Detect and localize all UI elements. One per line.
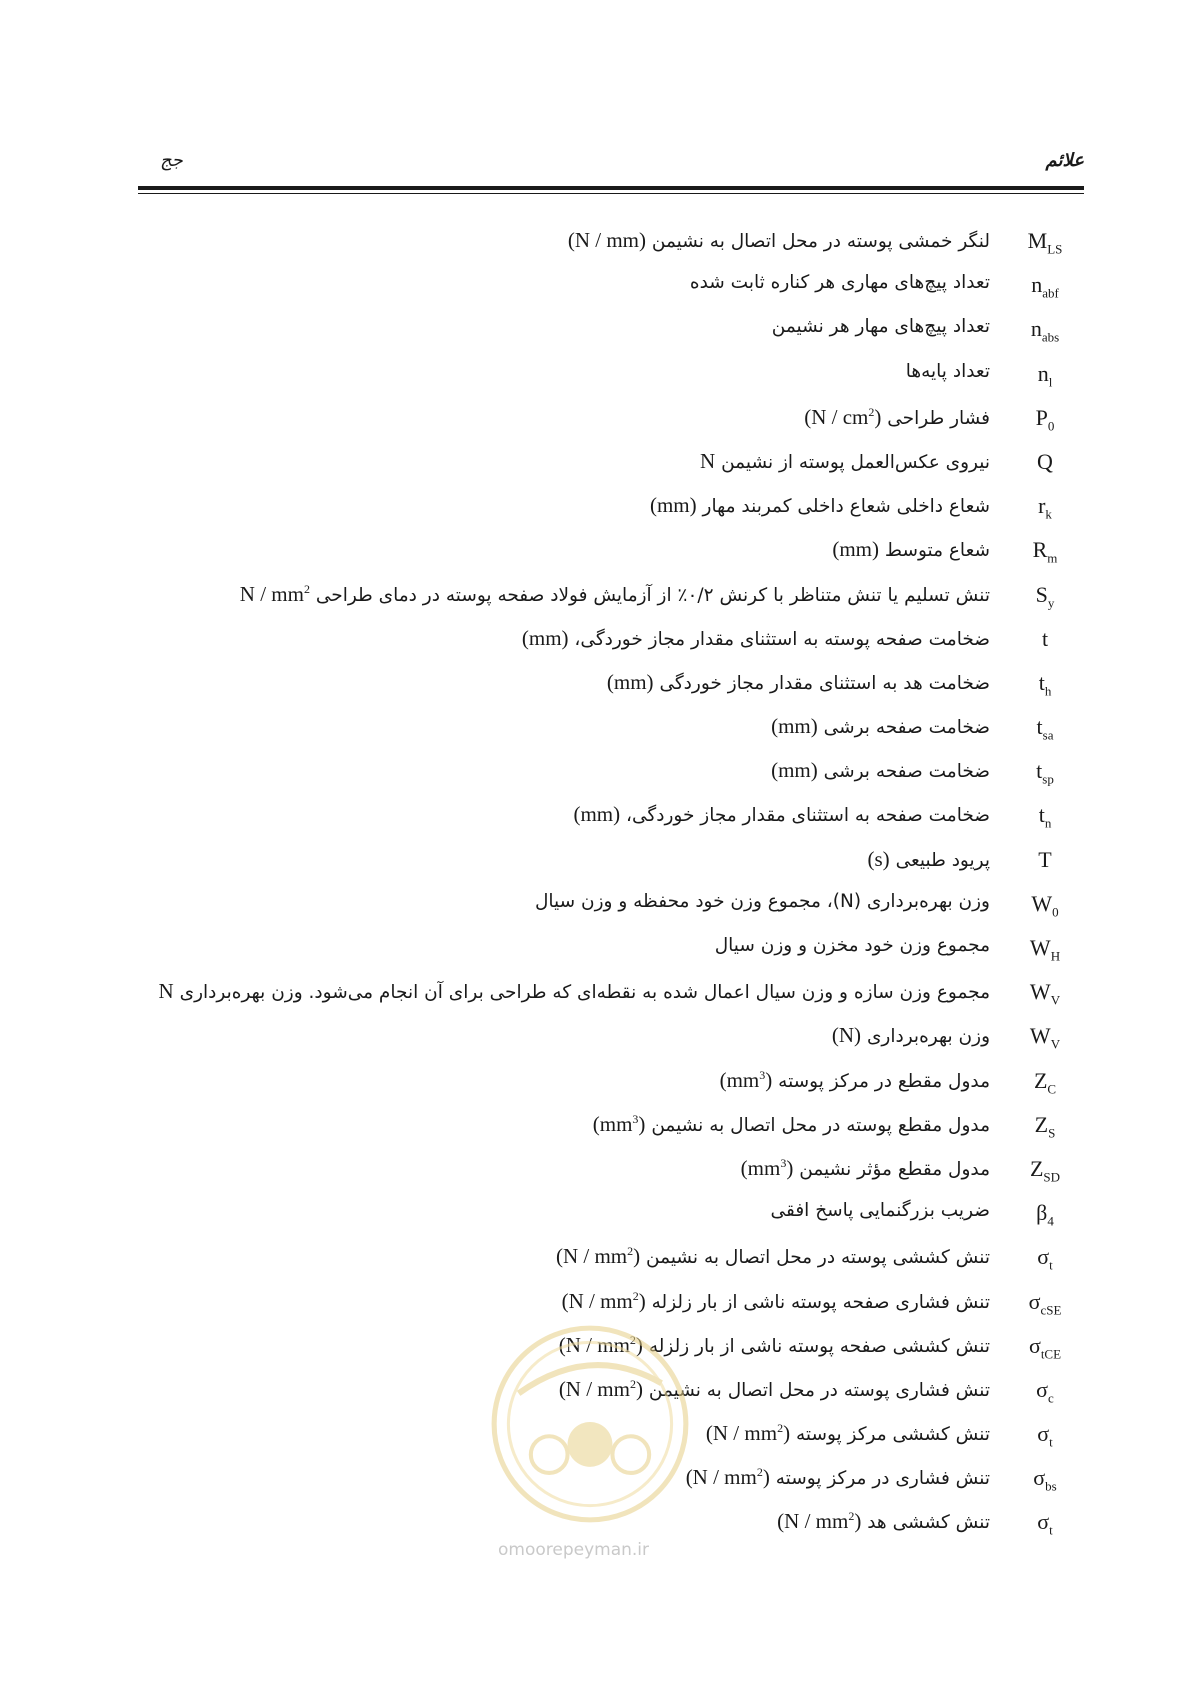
unit [700, 449, 715, 473]
description-text: مدول مقطع پوسته در محل اتصال به نشیمن [651, 1114, 990, 1136]
symbol [1004, 626, 1086, 652]
symbol-subscript: k [1045, 506, 1052, 522]
symbol-row [220, 754, 1086, 798]
page-number: جج [160, 150, 183, 171]
symbol [1004, 1465, 1086, 1494]
header-rule-thick [138, 186, 1084, 190]
symbol [1004, 228, 1086, 257]
symbol [1004, 1200, 1086, 1229]
unit [607, 670, 654, 694]
unit-exponent: 3 [780, 1155, 787, 1170]
description-text: ضخامت صفحه به استثنای مقدار مجاز خوردگی، [626, 805, 990, 827]
unit-text: (mm [740, 1155, 781, 1180]
symbol-description [720, 1068, 990, 1093]
unit-text: (mm) [521, 625, 569, 650]
unit-text: (N / cm [804, 404, 869, 429]
symbol-description [700, 449, 990, 474]
symbol-row [220, 843, 1086, 887]
description-text: تنش فشاری در مرکز پوسته [775, 1468, 990, 1490]
symbol-description [573, 802, 990, 827]
description-text: ضخامت هد به استثنای مقدار مجاز خوردگی [659, 672, 990, 694]
symbol-row [220, 666, 1086, 710]
unit-exponent: 2 [627, 1244, 634, 1259]
unit-text: (N / mm [561, 1288, 633, 1313]
unit [650, 493, 697, 517]
symbol-subscript: y [1047, 594, 1055, 610]
description-text: ضخامت صفحه پوسته به استثنای مقدار مجاز خوردگی، [574, 628, 990, 650]
unit-text: (N / mm [705, 1421, 778, 1446]
symbol [1004, 537, 1086, 566]
symbol-letter: W [1029, 1023, 1051, 1049]
header-rule-thin [138, 193, 1084, 194]
symbol-subscript: t [1049, 1434, 1053, 1450]
unit-exponent: 2 [777, 1421, 784, 1436]
symbol-letter: β [1036, 1200, 1048, 1226]
symbol-letter: σ [1028, 1332, 1041, 1358]
description-text: تنش کششی صفحه پوسته ناشی از بار زلزله [648, 1335, 990, 1357]
unit [804, 405, 881, 429]
symbol [1004, 493, 1086, 522]
watermark-url: omoorepeyman.ir [498, 1540, 650, 1560]
unit-text: (N / mm [777, 1509, 849, 1534]
symbol-subscript: V [1050, 992, 1061, 1008]
symbol-letter: T [1038, 846, 1052, 872]
unit-text: N / mm [239, 581, 304, 606]
symbol-row [220, 1152, 1086, 1196]
symbol-row [220, 268, 1086, 312]
unit [593, 1112, 646, 1136]
symbol-description [772, 316, 990, 337]
unit-exponent: 2 [868, 404, 875, 419]
symbol [1004, 1333, 1086, 1362]
symbol-letter: r [1038, 493, 1046, 519]
description-text: شعاع داخلی شعاع داخلی کمربند مهار [702, 496, 990, 518]
description-text: تعداد پیچ‌های مهار هر نشیمن [771, 316, 990, 338]
symbol-row [220, 533, 1086, 577]
symbol [1004, 1112, 1086, 1141]
symbol-row [220, 445, 1086, 489]
symbol-subscript: abs [1041, 329, 1060, 345]
symbol [1004, 802, 1086, 831]
symbol-row [158, 975, 1086, 1019]
unit-text: (mm [719, 1067, 760, 1092]
symbol-letter: σ [1037, 1509, 1050, 1535]
unit-text: (N) [831, 1023, 862, 1048]
symbol [1004, 847, 1086, 873]
symbol-row [220, 401, 1086, 445]
symbol-description [650, 493, 990, 518]
unit-text: (mm) [832, 537, 880, 562]
symbol-subscript: tCE [1040, 1346, 1062, 1362]
symbol [1004, 1156, 1086, 1185]
symbol-description [771, 714, 990, 739]
description-text: پریود طبیعی [895, 849, 990, 871]
symbol-subscript: abf [1042, 285, 1059, 301]
symbol-row [220, 1108, 1086, 1152]
unit [562, 1289, 646, 1313]
symbol-subscript: cSE [1040, 1301, 1062, 1317]
unit-text: (mm) [771, 758, 818, 783]
symbol-letter: W [1029, 935, 1051, 960]
description-text: مجموع وزن سازه و وزن سیال اعمال شده به نقطه‌ای که طراحی برای آن انجام می‌شود. وزن بهره‌برداری [179, 982, 990, 1004]
symbol-row [220, 357, 1086, 401]
symbol-row [220, 1064, 1086, 1108]
symbol-subscript: H [1050, 948, 1061, 964]
unit-exponent: 3 [632, 1111, 639, 1126]
symbol-row [220, 489, 1086, 533]
symbol-row [220, 224, 1086, 268]
symbol-description [832, 1023, 990, 1048]
symbol-description [535, 891, 990, 912]
unit-close: ) [638, 1288, 646, 1313]
description-text: تنش فشاری پوسته در محل اتصال به نشیمن [648, 1379, 990, 1401]
description-text: لنگر خمشی پوسته در محل اتصال به نشیمن [651, 231, 990, 252]
symbol [1004, 935, 1086, 964]
symbol-description [715, 935, 990, 956]
symbol [1004, 714, 1086, 743]
symbol-letter: t [1036, 714, 1043, 740]
symbol-description [741, 1156, 990, 1181]
symbol-letter: σ [1037, 1421, 1050, 1447]
symbol-description [240, 582, 990, 607]
symbol [1004, 405, 1086, 434]
unit-exponent: 2 [632, 1288, 639, 1303]
symbol-subscript: 0 [1052, 904, 1059, 920]
symbol [1004, 1509, 1086, 1538]
description-text: نیروی عکس‌العمل پوسته از نشیمن [721, 451, 990, 473]
description-text: فشار طراحی [887, 407, 990, 429]
symbol-row [220, 1019, 1086, 1063]
unit-close: ) [786, 1155, 794, 1180]
unit [832, 1023, 861, 1047]
description-text: وزن بهره‌برداری [866, 1026, 990, 1048]
symbol-letter: σ [1033, 1465, 1046, 1491]
unit-text: (mm) [649, 493, 697, 518]
symbol [1004, 1023, 1086, 1052]
unit [771, 714, 818, 738]
unit-exponent: 2 [629, 1376, 636, 1391]
symbol-row [220, 798, 1086, 842]
description-text: تنش تسلیم یا تنش متناظر با کرنش ۰/۲٪ از آزمایش فولاد صفحه پوسته در دمای طراحی [315, 584, 990, 606]
symbol-description [556, 1244, 990, 1269]
symbol-letter: W [1031, 890, 1053, 916]
unit-close: ) [635, 1376, 643, 1401]
unit [771, 758, 818, 782]
symbol-description [804, 405, 990, 430]
symbol-letter: t [1038, 802, 1045, 828]
section-title: علائم [1045, 150, 1084, 171]
unit-text: (s) [867, 846, 890, 871]
symbol-letter: S [1035, 581, 1048, 607]
symbol-subscript: l [1048, 373, 1053, 389]
unit [832, 537, 879, 561]
symbol-description [832, 537, 990, 562]
symbol [1004, 1421, 1086, 1450]
description-text: ضخامت صفحه برشی [823, 761, 990, 783]
symbol-description [777, 1509, 990, 1534]
unit-close: ) [874, 404, 882, 429]
unit-close: ) [765, 1067, 773, 1092]
symbol-description [906, 361, 990, 382]
watermark-logo [488, 1322, 692, 1526]
symbol-letter: σ [1037, 1244, 1050, 1270]
symbol-letter: W [1029, 979, 1051, 1005]
description-text: ضریب بزرگنمایی پاسخ افقی [770, 1200, 990, 1222]
symbol-description [690, 272, 990, 293]
symbol-description [562, 1289, 990, 1314]
description-text: تنش کششی مرکز پوسته [795, 1424, 990, 1446]
symbol-row [220, 931, 1086, 975]
symbol [1004, 316, 1086, 345]
description-text: شعاع متوسط [884, 540, 990, 562]
symbol [1004, 670, 1086, 699]
unit [240, 582, 310, 606]
unit-exponent: 3 [759, 1067, 766, 1082]
symbol-description [771, 1200, 990, 1221]
unit-text: N [158, 979, 174, 1004]
symbol-subscript: sp [1042, 771, 1054, 787]
unit [777, 1509, 861, 1533]
description-text: مدول مقطع مؤثر نشیمن [799, 1158, 990, 1180]
symbol-description [771, 758, 990, 783]
unit [522, 626, 569, 650]
symbol-letter: t [1036, 758, 1043, 784]
symbol-letter: n [1031, 272, 1043, 298]
symbol-letter: R [1032, 537, 1048, 563]
unit [868, 847, 890, 871]
unit [159, 979, 174, 1003]
symbol-row [220, 1240, 1086, 1284]
unit [686, 1465, 770, 1489]
unit-exponent: 2 [303, 581, 310, 596]
unit-text: (mm) [573, 802, 621, 827]
unit [706, 1421, 790, 1445]
unit [568, 228, 646, 252]
symbol [1004, 1377, 1086, 1406]
symbol-subscript: SD [1043, 1169, 1061, 1185]
description-text: ضخامت صفحه برشی [823, 717, 990, 739]
symbol-subscript: t [1049, 1522, 1053, 1538]
symbol-row [220, 710, 1086, 754]
symbol [1004, 272, 1086, 301]
unit-text: (mm) [771, 714, 818, 739]
symbol-subscript: sa [1042, 727, 1054, 743]
unit [573, 802, 620, 826]
symbol-letter: σ [1028, 1288, 1041, 1314]
unit-text: (N / mm [685, 1465, 757, 1490]
symbol-subscript: 0 [1047, 418, 1055, 434]
unit [556, 1244, 640, 1268]
unit-text: (N / mm [558, 1376, 630, 1401]
symbol-subscript: bs [1045, 1478, 1057, 1494]
unit-exponent: 2 [848, 1509, 855, 1524]
symbol [1004, 1068, 1086, 1097]
unit-exponent: 2 [756, 1465, 763, 1480]
symbol-letter: t [1041, 625, 1049, 651]
symbol-letter: Q [1037, 448, 1053, 474]
unit-close: ) [635, 1332, 643, 1357]
symbol-description [568, 228, 990, 253]
symbol-description [868, 847, 990, 872]
unit-close: ) [783, 1421, 791, 1446]
symbol-subscript: V [1050, 1036, 1061, 1052]
symbol-letter: σ [1036, 1376, 1049, 1402]
unit [741, 1156, 794, 1180]
symbol-subscript: h [1044, 683, 1052, 699]
symbol-subscript: S [1048, 1125, 1056, 1141]
symbol-letter: n [1030, 316, 1042, 342]
symbol-letter: Z [1034, 1111, 1049, 1137]
symbol [1004, 1244, 1086, 1273]
symbol-letter: n [1037, 360, 1049, 386]
unit-text: (mm [592, 1111, 633, 1136]
symbol-row [220, 578, 1086, 622]
unit-text: N [700, 448, 716, 473]
symbol-description [522, 626, 990, 651]
symbol-description [706, 1421, 990, 1446]
unit-text: (mm) [606, 669, 654, 694]
symbol-subscript: 4 [1047, 1213, 1054, 1229]
symbol-letter: Z [1029, 1155, 1044, 1181]
symbol [1004, 361, 1086, 390]
description-text: وزن بهره‌برداری (N)، مجموع وزن خود محفظه و وزن سیال [534, 890, 990, 912]
symbol-letter: M [1027, 228, 1048, 253]
symbol-subscript: n [1044, 815, 1052, 831]
symbol [1004, 449, 1086, 475]
symbol [1004, 979, 1086, 1008]
unit [720, 1068, 773, 1092]
symbol-subscript: c [1048, 1390, 1054, 1406]
symbol-row [220, 1196, 1086, 1240]
symbol-subscript: t [1049, 1257, 1053, 1273]
description-text: مدول مقطع در مرکز پوسته [778, 1070, 990, 1092]
symbol-description [607, 670, 990, 695]
symbol-description [686, 1465, 990, 1490]
symbol-letter: Z [1033, 1067, 1048, 1093]
symbol [1004, 582, 1086, 611]
symbol [1004, 1289, 1086, 1318]
description-text: مجموع وزن خود مخزن و وزن سیال [714, 935, 990, 956]
page-header [138, 150, 1084, 186]
symbol-description [159, 979, 990, 1004]
symbol-row [220, 622, 1086, 666]
unit-text: (N / mm [558, 1332, 630, 1357]
symbol-letter: t [1038, 669, 1045, 695]
description-text: تنش کششی هد [867, 1512, 990, 1534]
symbol [1004, 758, 1086, 787]
symbol-row [220, 312, 1086, 356]
unit-exponent: 2 [629, 1332, 636, 1347]
symbol-row [220, 887, 1086, 931]
description-text: تنش کششی پوسته در محل اتصال به نشیمن [646, 1247, 990, 1269]
unit-close: ) [633, 1244, 641, 1269]
unit-text: (N / mm) [567, 228, 646, 252]
unit-close: ) [638, 1111, 646, 1136]
description-text: تعداد پیچ‌های مهاری هر کناره ثابت شده [689, 272, 990, 294]
unit-text: (N / mm [555, 1244, 628, 1269]
symbol-description [593, 1112, 990, 1137]
unit-close: ) [762, 1465, 770, 1490]
symbol-letter: P [1035, 404, 1048, 430]
symbol-subscript: C [1047, 1080, 1057, 1096]
description-text: تنش فشاری صفحه پوسته ناشی از بار زلزله [651, 1291, 990, 1313]
symbol-subscript: m [1047, 550, 1058, 566]
symbol [1004, 891, 1086, 920]
symbol-subscript: LS [1047, 241, 1063, 257]
unit-close: ) [854, 1509, 862, 1534]
description-text: تعداد پایه‌ها [905, 360, 990, 382]
